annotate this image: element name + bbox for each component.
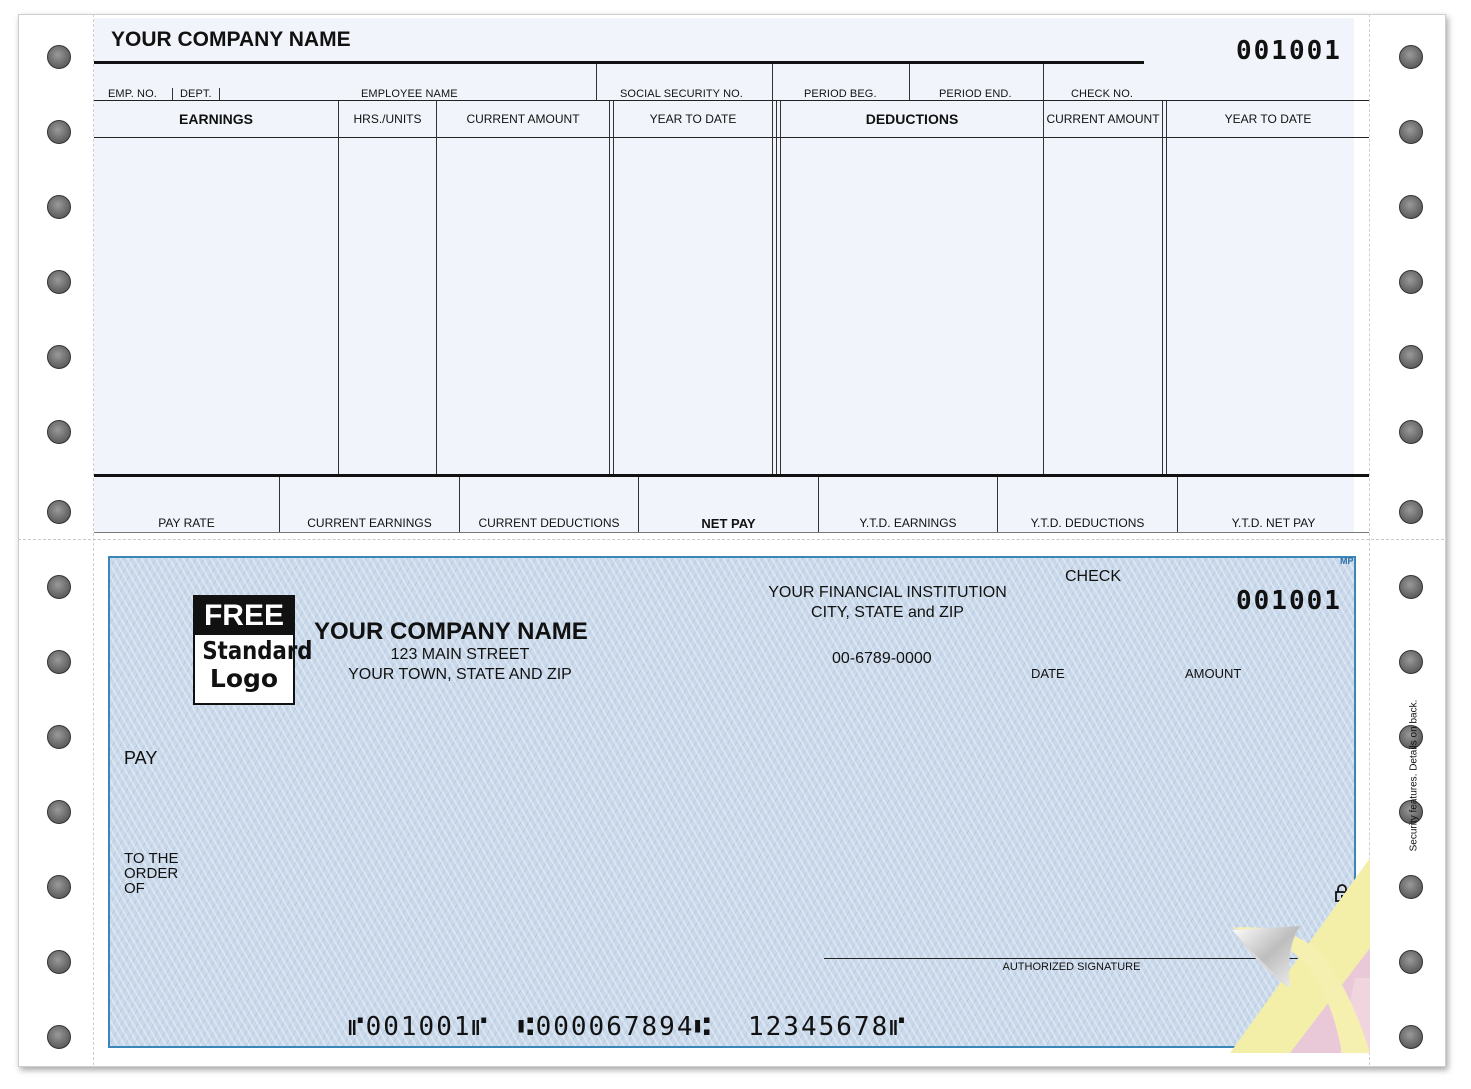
stub-bottom-rule	[94, 532, 1369, 533]
pay-label: PAY	[124, 748, 158, 768]
column-divider	[436, 101, 437, 474]
micr-check-number: ⑈001001⑈	[348, 1012, 490, 1042]
order-line-3: OF	[124, 880, 145, 897]
deductions-current-amount-header: CURRENT AMOUNT	[1046, 112, 1160, 126]
logo-free-text: FREE	[195, 597, 293, 635]
ytd-net-pay-label: Y.T.D. NET PAY	[1231, 516, 1316, 530]
tractor-hole	[47, 120, 71, 144]
tractor-hole	[47, 800, 71, 824]
tractor-hole	[1399, 195, 1423, 219]
check-number: 001001	[1236, 586, 1342, 616]
mp-mark: MP	[1340, 556, 1354, 566]
tractor-hole	[1399, 575, 1423, 599]
check-company-name: YOUR COMPANY NAME	[314, 618, 588, 645]
tractor-hole	[1399, 500, 1423, 524]
emp-no-label: EMP. NO.	[108, 88, 157, 100]
period-end-label: PERIOD END.	[939, 88, 1012, 100]
column-divider	[338, 101, 339, 474]
column-divider	[772, 101, 773, 474]
info-divider	[596, 64, 597, 100]
employee-name-label: EMPLOYEE NAME	[361, 88, 458, 100]
tractor-hole	[47, 950, 71, 974]
check	[108, 556, 1420, 1048]
check-no-label: CHECK NO.	[1071, 88, 1134, 100]
ytd-deductions-label: Y.T.D. DEDUCTIONS	[1030, 516, 1145, 530]
info-divider	[172, 88, 173, 100]
tractor-hole	[1399, 950, 1423, 974]
check-label: CHECK	[1065, 568, 1122, 585]
column-divider	[609, 101, 610, 474]
tractor-hole	[1399, 875, 1423, 899]
deductions-year-to-date-header: YEAR TO DATE	[1224, 112, 1312, 126]
tractor-hole	[47, 420, 71, 444]
tractor-hole	[47, 875, 71, 899]
column-divider	[613, 101, 614, 474]
stub-check-perforation	[18, 539, 1444, 540]
tractor-hole	[47, 1025, 71, 1049]
pay-rate-label: PAY RATE	[158, 516, 215, 530]
year-to-date-header: YEAR TO DATE	[649, 112, 737, 126]
tractor-hole	[1399, 120, 1423, 144]
column-divider	[776, 101, 777, 474]
column-divider	[1166, 101, 1167, 474]
tractor-hole	[47, 270, 71, 294]
order-line-2: ORDER	[124, 865, 179, 882]
tractor-hole	[47, 725, 71, 749]
standard-logo	[193, 595, 313, 705]
to-the-order-of-label	[124, 851, 178, 896]
date-label: DATE	[1031, 666, 1065, 681]
security-note: Security features. Details on back.	[1408, 699, 1420, 852]
net-pay-label: NET PAY	[701, 516, 756, 531]
ssn-label: SOCIAL SECURITY NO.	[620, 88, 743, 100]
tractor-hole	[1399, 45, 1423, 69]
logo-standard-text: Standard	[202, 636, 313, 665]
stub-check-number: 001001	[1236, 36, 1342, 66]
stub-company-name: YOUR COMPANY NAME	[111, 28, 351, 51]
tractor-hole	[1399, 270, 1423, 294]
tractor-hole	[1399, 650, 1423, 674]
company-address-line2: YOUR TOWN, STATE AND ZIP	[348, 666, 572, 683]
current-earnings-label: CURRENT EARNINGS	[307, 516, 432, 530]
current-amount-header: CURRENT AMOUNT	[466, 112, 580, 126]
tractor-hole	[47, 345, 71, 369]
tractor-hole	[1399, 420, 1423, 444]
period-beg-label: PERIOD BEG.	[804, 88, 877, 100]
routing-fraction: 00-6789-0000	[832, 650, 932, 667]
micr-routing-number: ⑆000067894⑆	[518, 1012, 713, 1042]
deductions-header: DEDUCTIONS	[865, 111, 959, 127]
info-divider	[219, 88, 220, 100]
hrs-units-header: HRS./UNITS	[353, 112, 422, 126]
info-row-rule	[94, 100, 1369, 101]
tractor-hole	[1399, 345, 1423, 369]
earnings-header: EARNINGS	[179, 111, 253, 127]
amount-label: AMOUNT	[1185, 666, 1242, 681]
header-row-rule	[94, 137, 1369, 138]
tractor-hole	[47, 500, 71, 524]
tractor-hole	[47, 650, 71, 674]
column-divider	[1162, 101, 1163, 474]
micr-account-number: 12345678⑈	[748, 1012, 907, 1042]
ytd-earnings-label: Y.T.D. EARNINGS	[859, 516, 957, 530]
tractor-hole	[47, 195, 71, 219]
tractor-hole	[47, 45, 71, 69]
bank-name: YOUR FINANCIAL INSTITUTION	[768, 584, 1007, 601]
stub-title-rule	[94, 61, 1144, 64]
info-divider	[909, 64, 910, 100]
page-curl-corner	[1230, 838, 1370, 1053]
info-divider	[772, 64, 773, 100]
logo-logo-text: Logo	[209, 664, 279, 693]
current-deductions-label: CURRENT DEDUCTIONS	[478, 516, 620, 530]
dept-label: DEPT.	[180, 88, 212, 100]
order-line-1: TO THE	[124, 850, 179, 867]
signature-label: AUTHORIZED SIGNATURE	[1002, 961, 1141, 973]
tractor-hole	[1399, 1025, 1423, 1049]
bank-city: CITY, STATE and ZIP	[811, 604, 964, 621]
tractor-hole	[47, 575, 71, 599]
company-address-line1: 123 MAIN STREET	[390, 646, 530, 663]
column-divider	[1043, 101, 1044, 474]
info-divider	[1043, 64, 1044, 100]
column-divider	[780, 101, 781, 474]
